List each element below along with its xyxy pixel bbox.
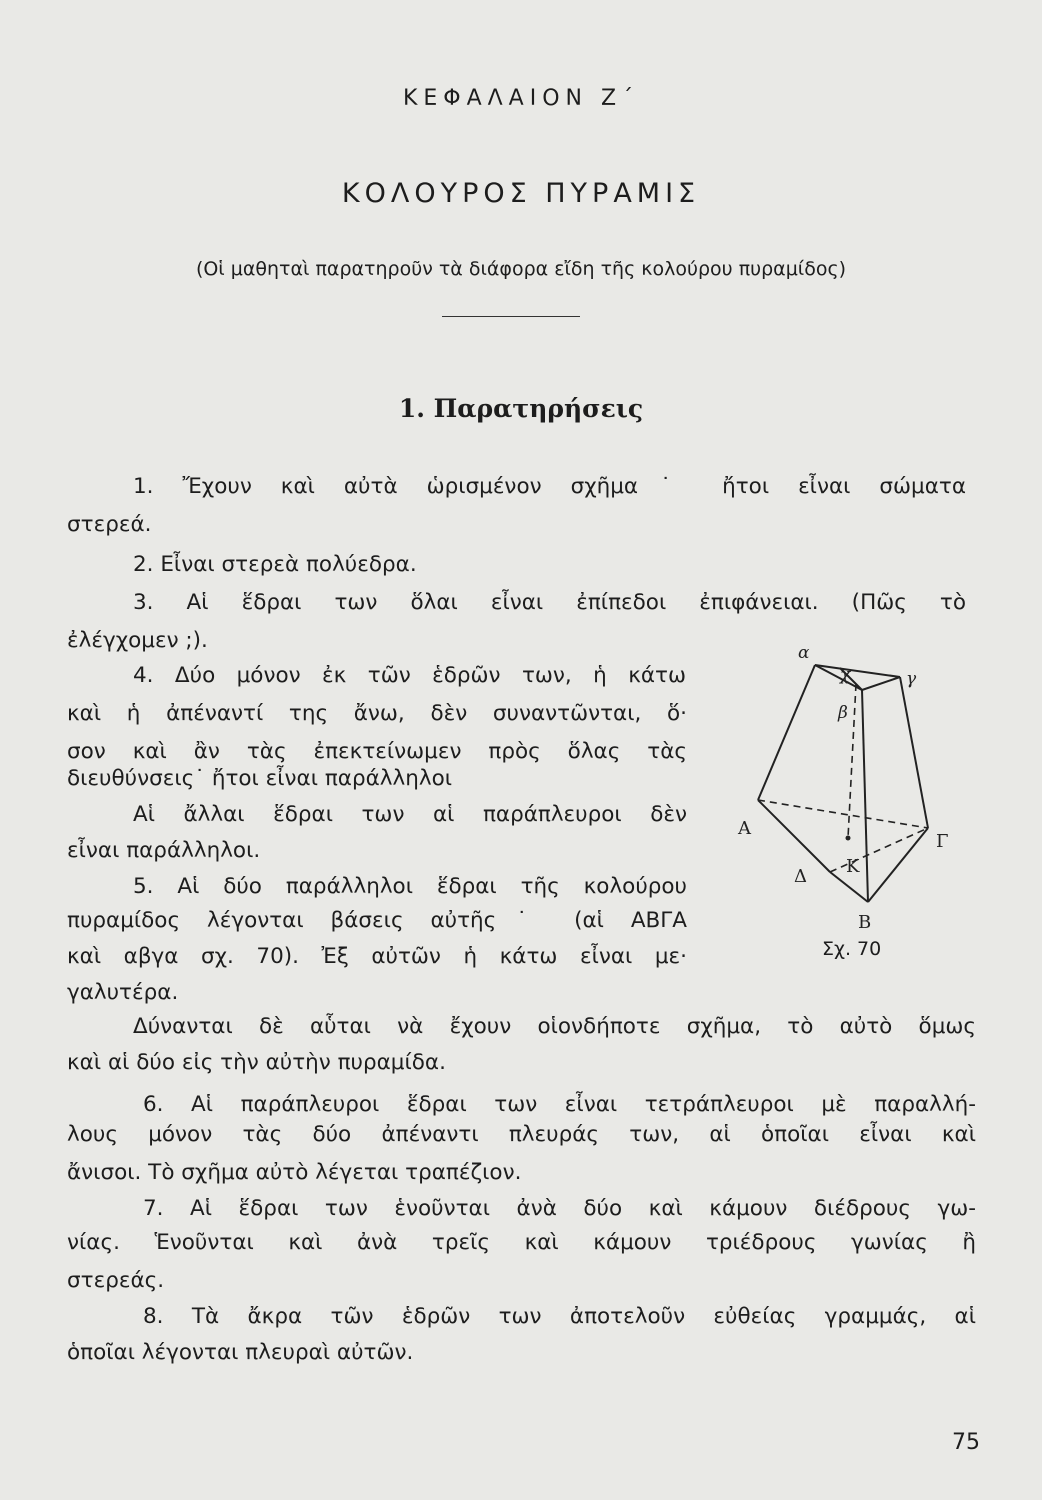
edge-bottom-BG xyxy=(868,828,928,902)
text-line: 2. Εἶναι στερεὰ πολύεδρα. xyxy=(133,552,417,577)
frustum-figure xyxy=(730,640,970,940)
text-line: πυραμίδος λέγονται βάσεις αὐτῆς˙ (αἱ ΑΒΓΑ xyxy=(67,908,687,933)
hidden-edge-DG xyxy=(830,828,928,872)
text-line: καὶ αἱ δύο εἰς τὴν αὐτὴν πυραμίδα. xyxy=(67,1050,446,1075)
label-a: α xyxy=(798,643,810,663)
figure-caption: Σχ. 70 xyxy=(822,938,882,960)
text-line: 3. Αἱ ἕδραι των ὅλαι εἶναι ἐπίπεδοι ἐπιφάνειαι. (Πῶς τὸ xyxy=(133,590,966,615)
edge-lateral-gG xyxy=(900,677,928,828)
text-line: γαλυτέρα. xyxy=(67,980,179,1005)
text-line: σον καὶ ἂν τὰς ἐπεκτείνωμεν πρὸς ὅλας τὰς xyxy=(67,739,687,764)
hidden-edge-AG xyxy=(758,800,928,828)
text-line: Δύνανται δὲ αὗται νὰ ἔχουν οἱονδήποτε σχῆμα, τὸ αὐτὸ ὅμως xyxy=(133,1014,976,1039)
text-line: ἐλέγχομεν ;). xyxy=(67,628,208,653)
text-line: 1. Ἔχουν καὶ αὐτὰ ὡρισμένον σχῆμα˙ ἤτοι εἶναι σώματα xyxy=(133,474,966,499)
foot-point xyxy=(846,836,851,841)
section-heading: 1. Παρατηρήσεις xyxy=(398,394,644,423)
subtitle: (Οἱ μαθηταὶ παρατηροῦν τὰ διάφορα εἴδη τῆς κολούρου πυραμίδος) xyxy=(195,258,847,280)
edge-top-dg xyxy=(862,677,900,690)
label-b: β xyxy=(838,703,848,723)
text-line: στερεάς. xyxy=(67,1268,165,1293)
label-g: γ xyxy=(906,669,917,689)
text-line: καὶ αβγα σχ. 70). Ἐξ αὐτῶν ἡ κάτω εἶναι με· xyxy=(67,944,687,969)
divider xyxy=(442,316,580,317)
text-line: ἄνισοι. Τὸ σχῆμα αὐτὸ λέγεται τραπέζιον. xyxy=(67,1160,522,1185)
text-line: νίας. Ἑνοῦνται καὶ ἀνὰ τρεῖς καὶ κάμουν τριέδρους γωνίας ἢ xyxy=(67,1230,976,1255)
label-D: Δ xyxy=(794,866,807,887)
label-G: Γ xyxy=(936,831,949,852)
text-line: 5. Αἱ δύο παράλληλοι ἕδραι τῆς κολούρου xyxy=(133,874,687,899)
text-line: Αἱ ἄλλαι ἕδραι των αἱ παράπλευροι δὲν xyxy=(133,802,687,827)
height-line xyxy=(848,684,856,838)
text-line: εἶναι παράλληλοι. xyxy=(67,838,261,863)
label-x: χ xyxy=(840,665,851,685)
text-line: ὁποῖαι λέγονται πλευραὶ αὐτῶν. xyxy=(67,1340,414,1365)
text-line: λους μόνον τὰς δύο ἀπέναντι πλευράς των, αἱ ὁποῖαι εἶναι καὶ xyxy=(67,1122,976,1147)
label-K: Κ xyxy=(846,856,860,877)
text-line: καὶ ἡ ἀπέναντί της ἄνω, δὲν συναντῶνται, ὅ· xyxy=(67,701,687,726)
label-A: Α xyxy=(738,818,751,839)
text-line: διευθύνσεις˙ ἤτοι εἶναι παράλληλοι xyxy=(67,766,453,791)
text-line: 4. Δύο μόνον ἐκ τῶν ἑδρῶν των, ἡ κάτω xyxy=(133,663,686,688)
page-title: ΚΟΛΟΥΡΟΣ ΠΥΡΑΜΙΣ xyxy=(341,178,701,209)
text-line: 7. Αἱ ἕδραι των ἑνοῦνται ἀνὰ δύο καὶ κάμουν διέδρους γω- xyxy=(143,1196,976,1221)
text-line: 8. Τὰ ἄκρα τῶν ἑδρῶν των ἀποτελοῦν εὐθείας γραμμάς, αἱ xyxy=(143,1304,976,1329)
text-line: 6. Αἱ παράπλευροι ἕδραι των εἶναι τετράπλευροι μὲ παραλλή- xyxy=(143,1092,976,1117)
chapter-heading: ΚΕΦΑΛΑΙΟΝ Ζ΄ xyxy=(402,86,640,111)
text-line: στερεά. xyxy=(67,512,152,537)
page-number: 75 xyxy=(952,1430,980,1455)
edge-lateral-aA xyxy=(758,665,815,800)
label-B: Β xyxy=(858,912,872,933)
edge-lateral-dB xyxy=(862,690,868,902)
